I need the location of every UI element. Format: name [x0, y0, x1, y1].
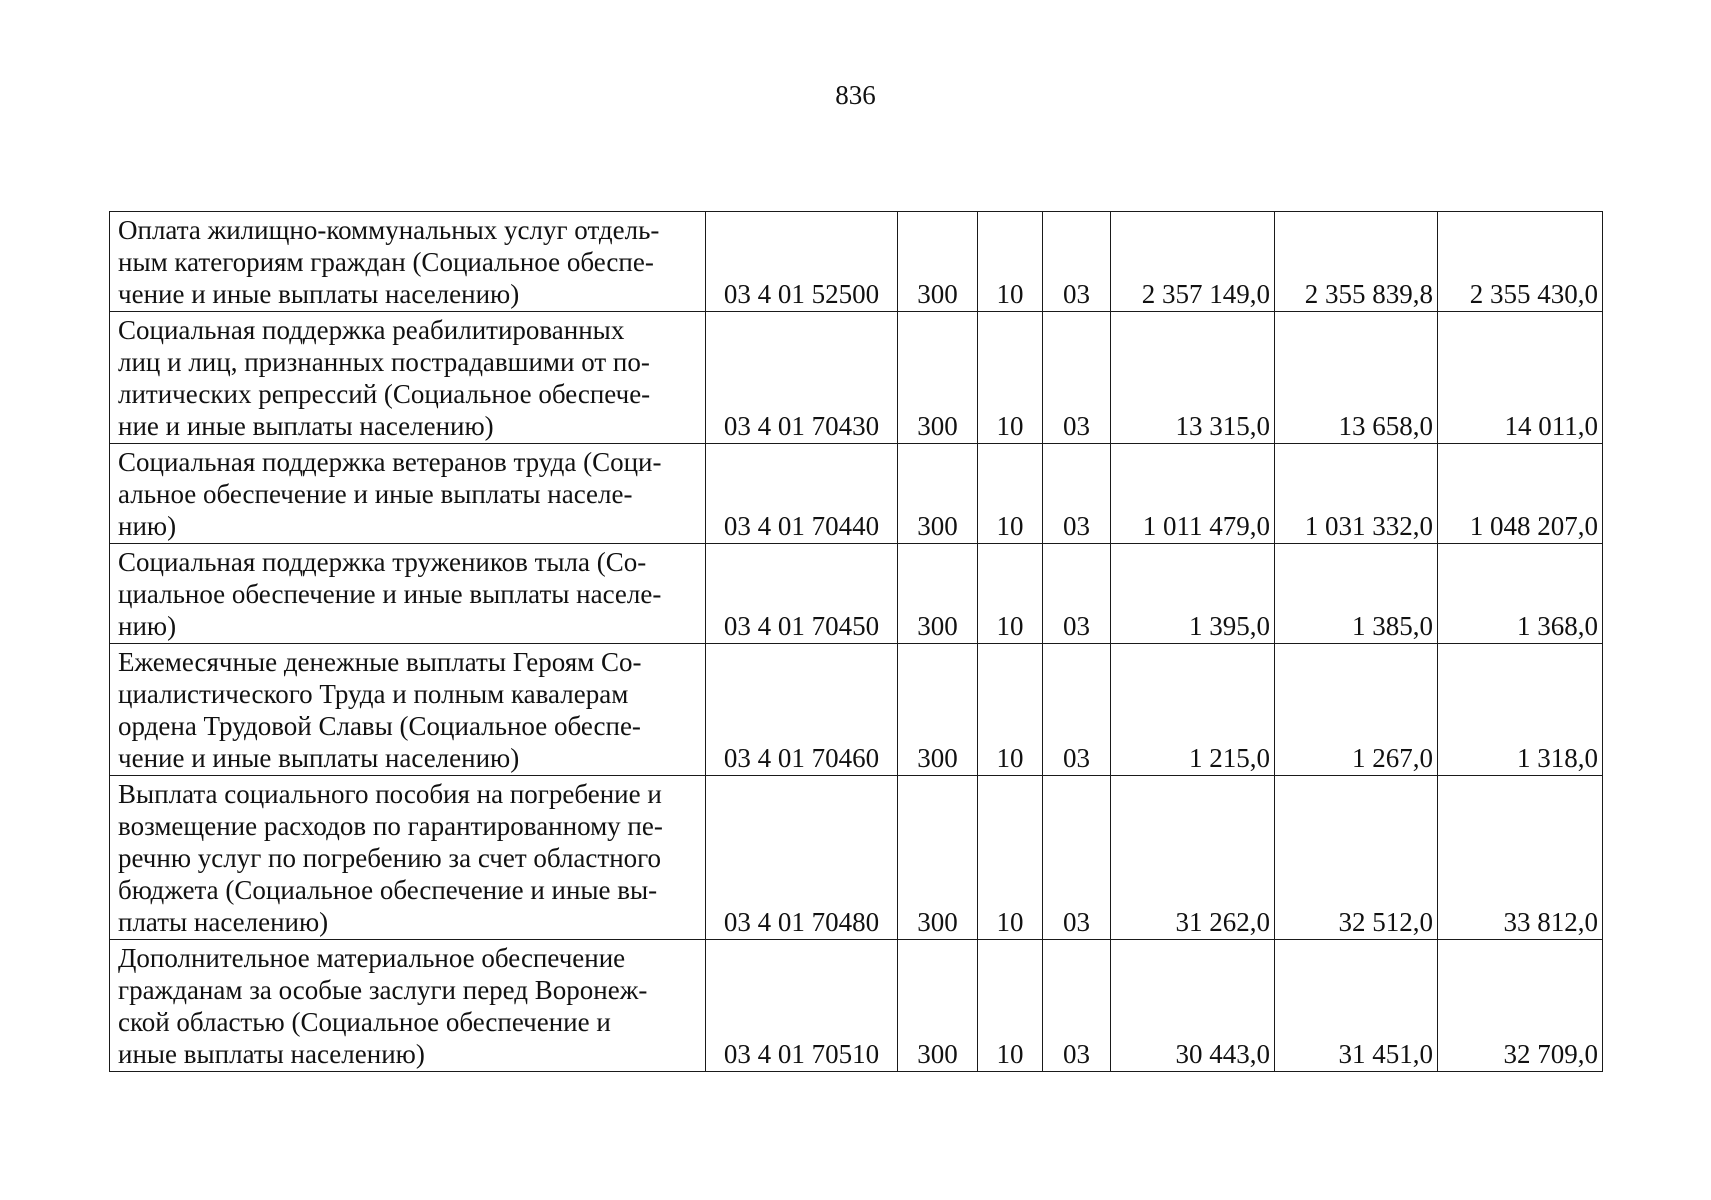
section-cell: 10 — [978, 776, 1043, 940]
description-line: бюджета (Социальное обеспечение и иные вы- — [118, 875, 658, 905]
description-line: ской областью (Социальное обеспечение и — [118, 1007, 611, 1037]
table-row — [110, 776, 1603, 940]
expense-type-cell: 300 — [898, 444, 978, 544]
amount-year-2-cell: 2 355 839,8 — [1275, 212, 1438, 312]
amount-year-2-cell: 1 267,0 — [1275, 644, 1438, 776]
description-line: литических репрессий (Социальное обеспече- — [118, 379, 651, 409]
expense-type-cell: 300 — [898, 644, 978, 776]
budget-table — [109, 211, 1603, 1072]
description-line: гражданам за особые заслуги перед Воронеж- — [118, 975, 648, 1005]
description-line: ордена Трудовой Славы (Социальное обеспе- — [118, 711, 641, 741]
table-body — [110, 212, 1603, 1072]
description-line: циальное обеспечение и иные выплаты населе- — [118, 579, 662, 609]
description-cell — [110, 212, 706, 312]
description-line: ным категориям граждан (Социальное обеспе- — [118, 247, 654, 277]
description-cell — [110, 644, 706, 776]
section-cell: 10 — [978, 312, 1043, 444]
expense-type-cell: 300 — [898, 544, 978, 644]
page-number: 836 — [835, 80, 876, 110]
amount-year-3-cell: 1 048 207,0 — [1438, 444, 1603, 544]
description-line: Социальная поддержка тружеников тыла (Со- — [118, 547, 647, 577]
amount-year-3-cell: 14 011,0 — [1438, 312, 1603, 444]
description-cell — [110, 776, 706, 940]
description-line: чение и иные выплаты населению) — [118, 279, 520, 309]
description-line: речню услуг по погребению за счет областного — [118, 843, 662, 873]
amount-year-1-cell: 13 315,0 — [1111, 312, 1275, 444]
amount-year-2-cell: 31 451,0 — [1275, 940, 1438, 1072]
description-line: нию) — [118, 511, 177, 541]
subsection-cell: 03 — [1043, 644, 1111, 776]
expense-type-cell: 300 — [898, 776, 978, 940]
table-row — [110, 940, 1603, 1072]
subsection-cell: 03 — [1043, 940, 1111, 1072]
table-row — [110, 544, 1603, 644]
description-cell — [110, 444, 706, 544]
description-line: Дополнительное материальное обеспечение — [118, 943, 626, 973]
description-cell — [110, 544, 706, 644]
amount-year-3-cell: 1 368,0 — [1438, 544, 1603, 644]
subsection-cell: 03 — [1043, 776, 1111, 940]
amount-year-2-cell: 13 658,0 — [1275, 312, 1438, 444]
subsection-cell: 03 — [1043, 212, 1111, 312]
expense-type-cell: 300 — [898, 940, 978, 1072]
table-row — [110, 444, 1603, 544]
section-cell: 10 — [978, 212, 1043, 312]
target-code-cell: 03 4 01 70440 — [706, 444, 898, 544]
amount-year-1-cell: 30 443,0 — [1111, 940, 1275, 1072]
description-line: циалистического Труда и полным кавалерам — [118, 679, 629, 709]
target-code-cell: 03 4 01 70510 — [706, 940, 898, 1072]
section-cell: 10 — [978, 444, 1043, 544]
target-code-cell: 03 4 01 70480 — [706, 776, 898, 940]
target-code-cell: 03 4 01 70460 — [706, 644, 898, 776]
table-row — [110, 644, 1603, 776]
description-line: нию) — [118, 611, 177, 641]
description-line: Оплата жилищно-коммунальных услуг отдель- — [118, 215, 660, 245]
target-code-cell: 03 4 01 70430 — [706, 312, 898, 444]
table-row — [110, 312, 1603, 444]
description-line: чение и иные выплаты населению) — [118, 743, 520, 773]
amount-year-1-cell: 1 395,0 — [1111, 544, 1275, 644]
description-cell — [110, 312, 706, 444]
amount-year-3-cell: 33 812,0 — [1438, 776, 1603, 940]
table-row — [110, 212, 1603, 312]
amount-year-3-cell: 2 355 430,0 — [1438, 212, 1603, 312]
subsection-cell: 03 — [1043, 544, 1111, 644]
amount-year-2-cell: 1 031 332,0 — [1275, 444, 1438, 544]
description-line: альное обеспечение и иные выплаты населе- — [118, 479, 633, 509]
expense-type-cell: 300 — [898, 312, 978, 444]
description-line: платы населению) — [118, 907, 329, 937]
description-line: ние и иные выплаты населению) — [118, 411, 494, 441]
expense-type-cell: 300 — [898, 212, 978, 312]
target-code-cell: 03 4 01 52500 — [706, 212, 898, 312]
amount-year-3-cell: 1 318,0 — [1438, 644, 1603, 776]
target-code-cell: 03 4 01 70450 — [706, 544, 898, 644]
amount-year-1-cell: 1 215,0 — [1111, 644, 1275, 776]
description-line: Социальная поддержка ветеранов труда (Соци- — [118, 447, 662, 477]
amount-year-3-cell: 32 709,0 — [1438, 940, 1603, 1072]
description-line: лиц и лиц, признанных пострадавшими от по- — [118, 347, 650, 377]
description-line: Ежемесячные денежные выплаты Героям Со- — [118, 647, 642, 677]
section-cell: 10 — [978, 544, 1043, 644]
description-line: Выплата социального пособия на погребение и — [118, 779, 662, 809]
amount-year-1-cell: 2 357 149,0 — [1111, 212, 1275, 312]
description-line: возмещение расходов по гарантированному пе- — [118, 811, 663, 841]
section-cell: 10 — [978, 644, 1043, 776]
amount-year-1-cell: 31 262,0 — [1111, 776, 1275, 940]
subsection-cell: 03 — [1043, 444, 1111, 544]
amount-year-2-cell: 32 512,0 — [1275, 776, 1438, 940]
amount-year-2-cell: 1 385,0 — [1275, 544, 1438, 644]
subsection-cell: 03 — [1043, 312, 1111, 444]
description-line: иные выплаты населению) — [118, 1039, 425, 1069]
amount-year-1-cell: 1 011 479,0 — [1111, 444, 1275, 544]
description-cell — [110, 940, 706, 1072]
section-cell: 10 — [978, 940, 1043, 1072]
description-line: Социальная поддержка реабилитированных — [118, 315, 625, 345]
